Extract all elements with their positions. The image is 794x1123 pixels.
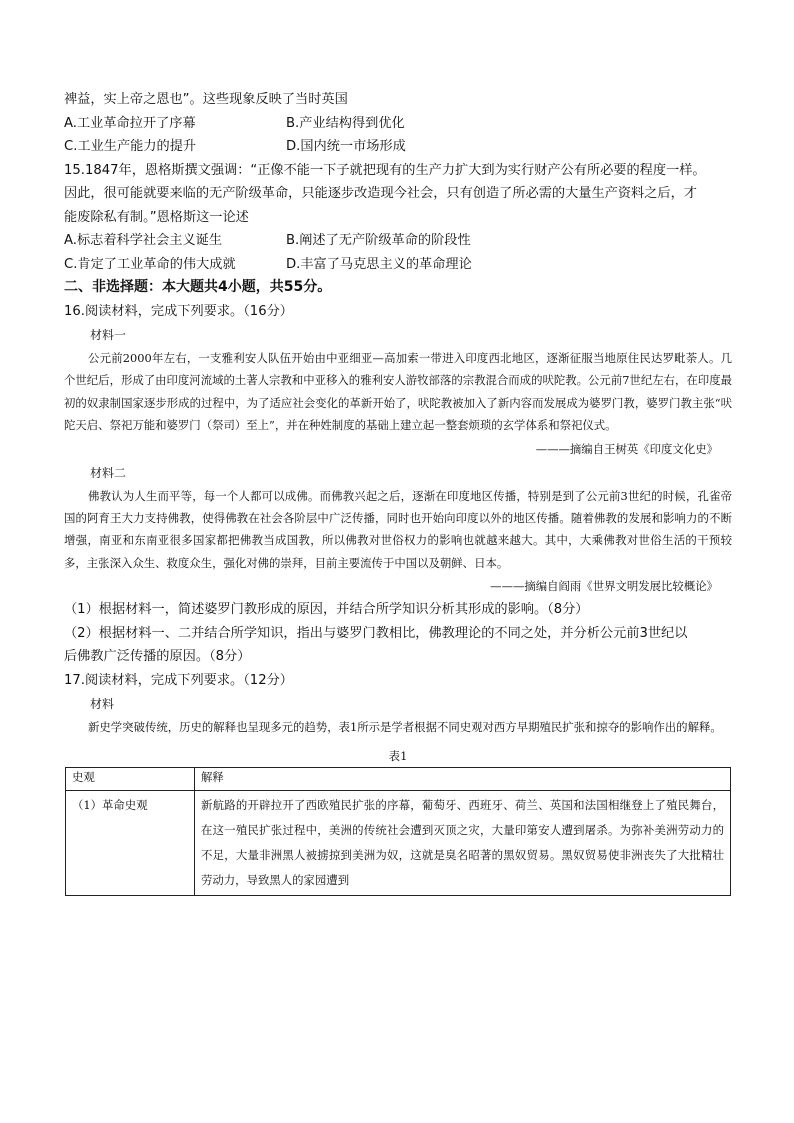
history-view-table xyxy=(65,767,731,896)
q15-option-c[interactable]: C.肯定了工业革命的伟大成就 xyxy=(64,256,236,272)
exam-page xyxy=(64,88,732,896)
q17-stem: 17.阅读材料，完成下列要求。（12分） xyxy=(64,672,293,688)
q16-material2-text: 佛教认为人生而平等，每一个人都可以成佛。而佛教兴起之后，逐渐在印度地区传播，特别是到了公元前3世纪的时候，孔雀帝国的阿育王大力支持佛教，使得佛教在社会各阶层中广泛传播，同时也开始向印度以外的地区传播。随着佛教的发展和影响力的不断增强，南亚和东南亚很多国家都把佛教当成国教，所以佛教对世俗权力的影响也就越来越大。其中，大乘佛教对世俗生活的干预较多，主张深入众生、救度众生，强化对佛的崇拜，目前主要流传于中国以及朝鲜、日本。 xyxy=(64,488,732,570)
q14-option-b[interactable]: B.产业结构得到优化 xyxy=(286,115,405,131)
q14-options-row1 xyxy=(64,112,732,136)
q15-options-row2 xyxy=(64,253,732,277)
q15-option-a[interactable]: A.标志着科学社会主义诞生 xyxy=(64,233,223,248)
q16-requirement1: （1）根据材料一，简述婆罗门教形成的原因，并结合所学知识分析其形成的影响。（8分） xyxy=(64,602,589,618)
q15-stem-line3: 能废除私有制。”恩格斯这一论述 xyxy=(64,209,249,225)
q16-requirement2-line1: （2）根据材料一、二并结合所学知识，指出与婆罗门教相比，佛教理论的不同之处，并分析公元前3世纪以 xyxy=(64,625,688,641)
q16-material1-text: 公元前2000年左右，一支雅利安人队伍开始由中亚细亚—高加索一带进入印度西北地区，逐渐征服当地原住民达罗毗荼人。几个世纪后，形成了由印度河流域的土著人宗教和中亚移入的雅利安人游牧部落的宗教混合而成的吠陀教。公元前7世纪左右，在印度最初的奴隶制国家逐步形成的过程中，为了适应社会变化的革新开始了，吠陀教被加入了新内容而发展成为婆罗门教，婆罗门教主张“吠陀天启、祭祀万能和婆罗门（祭司）至上”，并在种姓制度的基础上建立起一整套烦琐的玄学体系和祭祀仪式。 xyxy=(64,351,732,433)
table-header-row xyxy=(66,767,731,790)
q14-option-d[interactable]: D.国内统一市场形成 xyxy=(286,139,406,154)
q16-stem: 16.阅读材料，完成下列要求。（16分） xyxy=(64,303,293,319)
q14-option-c[interactable]: C.工业生产能力的提升 xyxy=(64,139,197,154)
table-cell-view: （1）革命史观 xyxy=(66,790,195,895)
table-header-view: 史观 xyxy=(66,767,195,790)
q15-stem-line2: 因此，很可能就要来临的无产阶级革命，只能逐步改造现今社会，只有创造了所必需的大量生产资料之后，才 xyxy=(64,186,697,201)
table-header-explanation: 解释 xyxy=(195,767,731,790)
q17-material-text: 新史学突破传统，历史的解释也呈现多元的趋势，表1所示是学者根据不同史观对西方早期殖民扩张和掠夺的影响作出的解释。 xyxy=(88,720,722,735)
q14-option-a[interactable]: A.工业革命拉开了序幕 xyxy=(64,115,196,131)
q16-material1-source: ———摘编自王树英《印度文化史》 xyxy=(535,441,718,456)
q15-option-d[interactable]: D.丰富了马克思主义的革命理论 xyxy=(286,256,472,272)
q15-stem-line1: 15.1847年，恩格斯撰文强调：“正像不能一下子就把现有的生产力扩大到为实行财产公有所必要的程度一样。 xyxy=(64,162,706,178)
q16-requirement2-line2: 后佛教广泛传播的原因。（8分） xyxy=(64,649,251,665)
q17-material-label: 材料 xyxy=(90,697,115,712)
q15-option-b[interactable]: B.阐述了无产阶级革命的阶段性 xyxy=(286,233,471,248)
table-cell-explanation: 新航路的开辟拉开了西欧殖民扩张的序幕，葡萄牙、西班牙、荷兰、英国和法国相继登上了殖民舞台，在这一殖民扩张过程中，美洲的传统社会遭到灭顶之灾，大量印第安人遭到屠杀。为弥补美洲劳动力的不足，大量非洲黑人被掳掠到美洲为奴，这就是臭名昭著的黑奴贸易。黑奴贸易使非洲丧失了大批精壮劳动力，导致黑人的家园遭到 xyxy=(195,790,731,895)
table-caption: 表1 xyxy=(388,748,408,763)
q14-stem-tail: 禆益，实上帝之恩也”。这些现象反映了当时英国 xyxy=(64,92,348,107)
q15-options-row1 xyxy=(64,229,732,253)
q14-options-row2 xyxy=(64,135,732,159)
q16-material1-label: 材料一 xyxy=(90,328,127,342)
q16-material2-source: ———摘编自阎雨《世界文明发展比较概论》 xyxy=(490,579,718,594)
q16-material2-label: 材料二 xyxy=(90,465,127,480)
section-2-title: 二、非选择题：本大题共4小题，共55分。 xyxy=(64,279,332,295)
table-row xyxy=(66,790,731,895)
